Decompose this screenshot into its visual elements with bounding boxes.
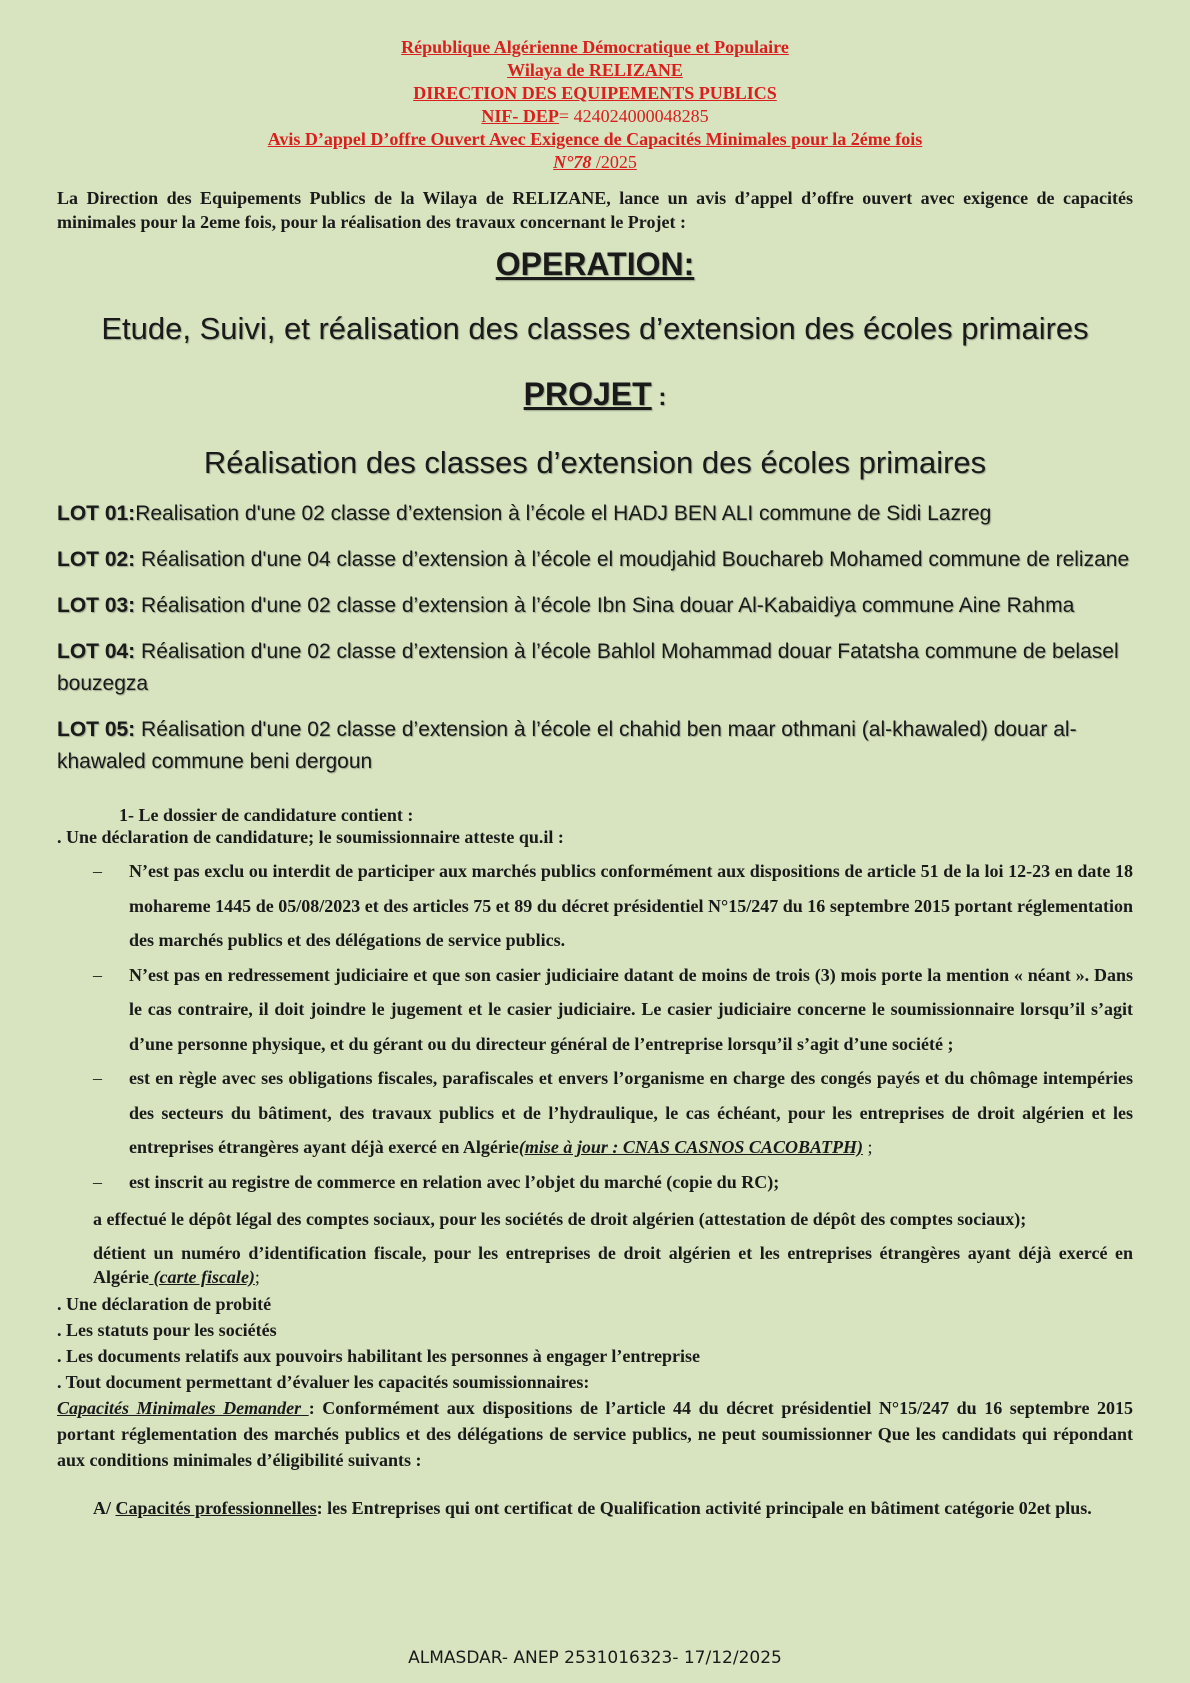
cap-a-text: : les Entreprises qui ont certificat de Qualification activité principale en bâtiment catégorie 02et plus.: [316, 1498, 1092, 1518]
document-page: [57, 36, 1133, 1521]
capacites-professionnelles: [57, 1495, 1133, 1521]
cap-a-label: Capacités professionnelles: [115, 1498, 317, 1518]
list-item-end: ;: [862, 1137, 873, 1157]
dash-bullet: –: [93, 1171, 102, 1192]
lot-item: [57, 636, 1133, 700]
list-item: [57, 854, 1133, 958]
list-item: [57, 1165, 1133, 1200]
capacites-doc-line: . Tout document permettant d’évaluer les capacités soumissionnaires:: [57, 1372, 590, 1392]
lot-code: LOT 04:: [57, 640, 136, 663]
header-year: /2025: [591, 152, 637, 172]
operation-title: OPERATION:: [495, 246, 695, 282]
lot-text: Réalisation d'une 02 classe d’extension à l’école el chahid ben maar othmani (al-khawaled) douar al-khawaled commune beni dergoun: [57, 718, 1077, 773]
list-item-text: est en règle avec ses obligations fiscales, parafiscales et envers l’organisme en charge des congés payés et du chômage intempéries des secteurs du bâtiment, des travaux publics et de l’hydraulique, le cas échéant, pour les entreprises de droit algérien et les entreprises étrangères ayant déjà exercé en Algérie: [129, 1068, 1133, 1157]
list-item: [57, 1061, 1133, 1165]
nif-end: ;: [254, 1267, 260, 1287]
pouvoirs-line: . Les documents relatifs aux pouvoirs habilitant les personnes à engager l’entreprise: [57, 1346, 700, 1366]
lot-item: [57, 590, 1133, 622]
dash-bullet: –: [93, 861, 102, 881]
dossier-declaration: . Une déclaration de candidature; le soumissionnaire atteste qu.il :: [57, 827, 564, 847]
nif-paragraph: [57, 1241, 1133, 1289]
header-direction: DIRECTION DES EQUIPEMENTS PUBLICS: [413, 83, 777, 103]
list-item-text: N’est pas exclu ou interdit de participer aux marchés publics conformément aux dispositions de article 51 de la loi 12-23 en date 18 mohareme 1445 de 05/08/2023 et des articles 75 et 89 du décret présidentiel N°15/247 du 16 septembre 2015 portant réglementation des marchés publics et des délégations de service publics.: [129, 861, 1133, 950]
header-number: N°78: [553, 152, 592, 172]
capacites-label: Capacités Minimales Demander: [57, 1398, 309, 1418]
lot-code: LOT 02:: [57, 548, 136, 571]
list-item-text: N’est pas en redressement judiciaire et que son casier judiciaire datant de moins de trois (3) mois porte la mention « néant ». Dans le cas contraire, il doit joindre le jugement et le casier judiciaire. Le casier judiciaire concerne le soumissionnaire lorsqu’il s’agit d’une personne physique, et du gérant ou du directeur général de l’entreprise lorsqu’il s’agit d’une société ;: [129, 964, 1133, 1054]
lot-text: Realisation d'une 02 classe d’extension à l’école el HADJ BEN ALI commune de Sidi Lazreg: [135, 502, 992, 525]
nif-note: (carte fiscale): [148, 1267, 255, 1287]
projet-colon: :: [651, 384, 667, 411]
projet-text: Réalisation des classes d’extension des écoles primaires: [203, 445, 987, 480]
header-nif-label: NIF- DEP: [481, 106, 559, 126]
header-avis: Avis D’appel D’offre Ouvert Avec Exigence de Capacités Minimales pour la 2éme fois: [267, 129, 923, 149]
lot-code: LOT 03:: [57, 594, 136, 617]
lot-text: Réalisation d'une 02 classe d’extension à l’école Ibn Sina douar Al-Kabaidiya commune Aine Rahma: [135, 594, 1075, 617]
probite-line: . Une déclaration de probité: [57, 1294, 272, 1314]
projet-label: PROJET: [523, 376, 652, 412]
cnas-note: (mise à jour : CNAS CASNOS CACOBATPH): [518, 1137, 863, 1157]
lot-code: LOT 05:: [57, 718, 136, 741]
cap-a-prefix: A/: [93, 1498, 116, 1518]
projet-title: [57, 372, 1133, 420]
dossier-list: [57, 854, 1133, 1199]
dash-bullet: –: [93, 1068, 102, 1088]
lot-text: Réalisation d'une 02 classe d’extension à l’école Bahlol Mohammad douar Fatatsha commune de belasel bouzegza: [57, 640, 1119, 695]
capacites-text: : Conformément aux dispositions de l’article 44 du décret présidentiel N°15/247 du 16 septembre 2015 portant réglementation des marchés publics et des délégations de service publics, ne peut soumissionner Que les candidats qui répondant aux conditions minimales d’éligibilité suivants :: [57, 1398, 1133, 1470]
depot-paragraph: a effectué le dépôt légal des comptes sociaux, pour les sociétés de droit algérien (attestation de dépôt des comptes sociaux);: [93, 1209, 1027, 1229]
header-nif-value: = 424024000048285: [558, 106, 709, 126]
lot-item: [57, 544, 1133, 576]
operation-text: Etude, Suivi, et réalisation des classes d’extension des écoles primaires: [101, 311, 1089, 346]
list-item-text: est inscrit au registre de commerce en relation avec l’objet du marché (copie du RC);: [129, 1171, 780, 1192]
nif-text: détient un numéro d’identification fiscale, pour les entreprises de droit algérien et les entreprises étrangères ayant déjà exercé en Algérie: [93, 1243, 1133, 1287]
lot-text: Réalisation d'une 04 classe d’extension à l’école el moudjahid Bouchareb Mohamed commune de relizane: [135, 548, 1130, 571]
footer-reference: ALMASDAR- ANEP 2531016323- 17/12/2025: [408, 1648, 782, 1668]
statuts-line: . Les statuts pour les sociétés: [57, 1320, 277, 1340]
list-item: [57, 958, 1133, 1062]
dossier-heading: 1- Le dossier de candidature contient :: [119, 805, 414, 825]
lot-code: LOT 01:: [57, 502, 136, 525]
lot-item: [57, 498, 1133, 530]
dash-bullet: –: [93, 964, 102, 985]
lot-item: [57, 714, 1133, 778]
header-wilaya: Wilaya de RELIZANE: [507, 60, 683, 80]
document-header: [57, 36, 1133, 174]
intro-paragraph: La Direction des Equipements Publics de la Wilaya de RELIZANE, lance un avis d’appel d’offre ouvert avec exigence de capacités minimales pour la 2eme fois, pour la réalisation des travaux concernant le Projet :: [57, 188, 1133, 232]
header-republic: République Algérienne Démocratique et Populaire: [401, 37, 789, 57]
capacites-paragraph: [57, 1395, 1133, 1473]
